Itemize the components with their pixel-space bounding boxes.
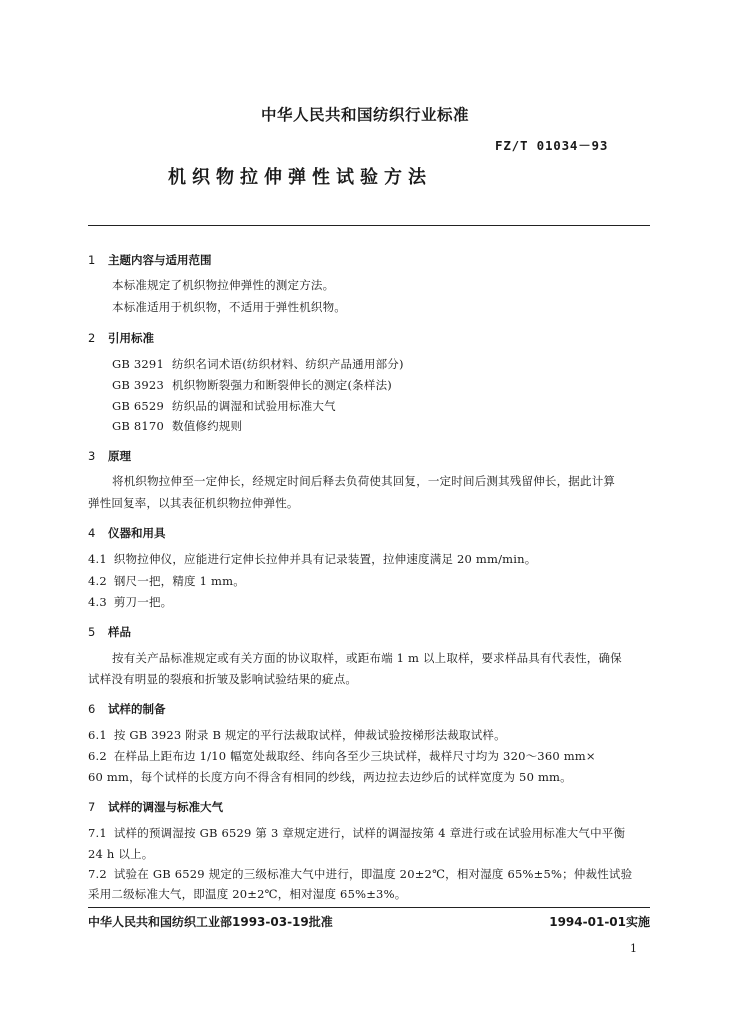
clause-7-1: 7.1 试样的预调湿按 GB 6529 第 3 章规定进行，试样的调湿按第 4 章进行或在试验用标准大气中平衡 (88, 826, 626, 840)
section-heading-3: 3 原理 (88, 449, 131, 463)
section-heading-7: 7 试样的调湿与标准大气 (88, 800, 223, 814)
clause-7-2: 7.2 试验在 GB 6529 规定的三级标准大气中进行，即温度 20±2℃，相对湿度 65%±5%；仲裁性试验 (88, 867, 633, 881)
section-3-line-2: 弹性回复率，以其表征机织物拉伸弹性。 (88, 496, 299, 510)
section-5-line-2: 试样没有明显的裂痕和折皱及影响试验结果的疵点。 (88, 672, 358, 686)
section-1-paragraph-1: 本标准规定了机织物拉伸弹性的测定方法。 (112, 278, 335, 292)
clause-6-2: 6.2 在样品上距布边 1/10 幅宽处裁取经、纬向各至少三块试样，裁样尺寸均为 320～360 mm× (88, 749, 596, 763)
reference-item: GB 8170 数值修约规则 (112, 419, 243, 433)
effective-date: 1994-01-01实施 (549, 915, 650, 929)
reference-item: GB 6529 纺织品的调湿和试验用标准大气 (112, 399, 336, 413)
footer-divider (88, 907, 650, 908)
standard-organization-header: 中华人民共和国纺织行业标准 (260, 106, 469, 124)
clause-7-1-continuation: 24 h 以上。 (88, 847, 154, 861)
section-heading-6: 6 试样的制备 (88, 702, 166, 716)
section-heading-4: 4 仪器和用具 (88, 526, 166, 540)
standard-code: FZ/T 01034－93 (495, 138, 609, 153)
clause-4-2: 4.2 钢尺一把，精度 1 mm。 (88, 574, 245, 588)
clause-4-1: 4.1 织物拉伸仪，应能进行定伸长拉伸并具有记录装置，拉伸速度满足 20 mm/min。 (88, 552, 537, 566)
section-heading-5: 5 样品 (88, 625, 131, 639)
clause-7-2-continuation: 采用二级标准大气，即温度 20±2℃，相对湿度 65%±3%。 (88, 887, 407, 901)
clause-4-3: 4.3 剪刀一把。 (88, 595, 173, 609)
page-number: 1 (630, 942, 637, 955)
clause-6-1: 6.1 按 GB 3923 附录 B 规定的平行法裁取试样，伸裁试验按梯形法裁取试样。 (88, 728, 506, 742)
document-title: 机织物拉伸弹性试验方法 (168, 167, 432, 188)
clause-6-2-continuation: 60 mm，每个试样的长度方向不得含有相同的纱线，两边拉去边纱后的试样宽度为 50 mm。 (88, 770, 572, 784)
reference-item: GB 3291 纺织名词术语(纺织材料、纺织产品通用部分) (112, 357, 404, 371)
header-divider (88, 225, 650, 226)
section-3-line-1: 将机织物拉伸至一定伸长，经规定时间后释去负荷使其回复，一定时间后测其残留伸长，据此计算 (112, 474, 616, 488)
reference-item: GB 3923 机织物断裂强力和断裂伸长的测定(条样法) (112, 378, 392, 392)
section-5-line-1: 按有关产品标准规定或有关方面的协议取样，或距布端 1 m 以上取样，要求样品具有代表性，确保 (112, 651, 622, 665)
section-heading-1: 1 主题内容与适用范围 (88, 253, 212, 267)
approval-date: 中华人民共和国纺织工业部1993-03-19批准 (88, 915, 333, 929)
section-heading-2: 2 引用标准 (88, 331, 154, 345)
section-1-paragraph-2: 本标准适用于机织物，不适用于弹性机织物。 (112, 300, 346, 314)
